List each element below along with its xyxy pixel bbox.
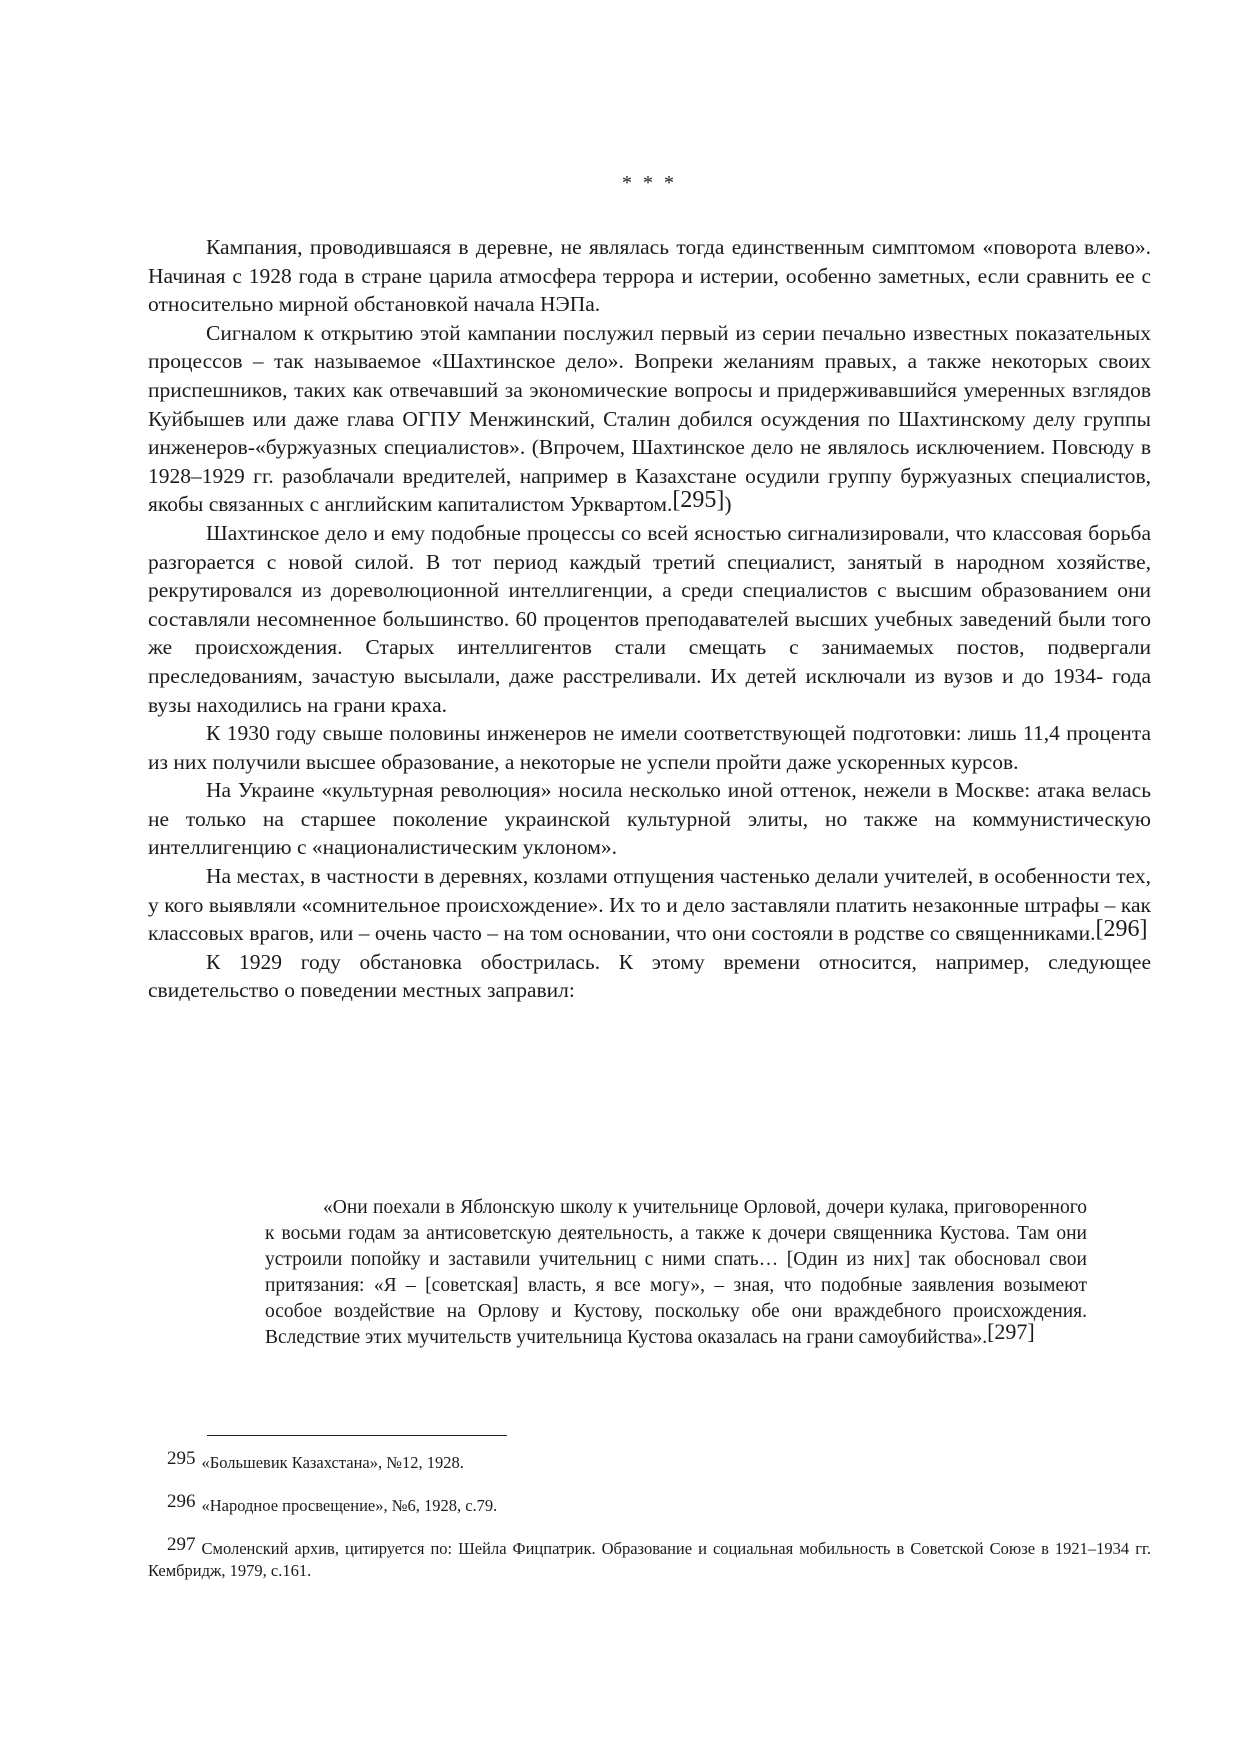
footnote-ref-296[interactable]: [296] [1095,916,1148,943]
paragraph-text-tail: ) [724,492,732,517]
footnote-divider [207,1435,507,1436]
footnote-number: 296 [167,1491,196,1512]
footnote-296 [148,1491,1151,1517]
footnote-ref-297[interactable]: [297] [987,1319,1035,1344]
quote-text: «Они поехали в Яблонскую школу к учительнице Орловой, дочери кулака, приговоренного к восьми годам за антисоветскую деятельность, а также к дочери священника Кустова. Там они устроили попойку и заставили учительниц с ними спать… [Один из них] так обосновал свои притязания: «Я – [советская] власть, я все могу», – зная, что подобные заявления возымеют особое воздействие на Орлову и Кустову, поскольку обе они враждебного происхождения. Вследствие этих мучительств учительница Кустова оказалась на грани самоубийства». [265,1197,1087,1348]
footnote-text: «Народное просвещение», №6, 1928, с.79. [201,1496,498,1515]
paragraph-text: Кампания, проводившаяся в деревне, не являлась тогда единственным симптомом «поворота влево». Начиная с 1928 года в стране царила атмосфера террора и истерии, особенно заметных, если сравнить ее с относительно мирной обстановкой начала НЭПа. [148,235,1151,317]
footnote-ref-295[interactable]: [295] [672,487,725,514]
paragraph [148,948,1151,1005]
footnote-297 [148,1534,1151,1582]
footnote-number: 295 [167,1448,196,1469]
footnote-text: Смоленский архив, цитируется по: Шейла Фицпатрик. Образование и социальная мобильность в Советской Союзе в 1921–1934 гг. Кембридж, 1979, с.161. [148,1539,1151,1580]
section-separator: * * * [622,172,677,194]
footnote-text: «Большевик Казахстана», №12, 1928. [201,1453,464,1472]
paragraph [148,719,1151,776]
paragraph-text: К 1929 году обстановка обострилась. К этому времени относится, например, следующее свидетельство о поведении местных заправил: [148,949,1151,1003]
footnote-295 [148,1448,1151,1474]
paragraph [148,519,1151,719]
quote-paragraph [265,1195,1087,1351]
footnote-number: 297 [167,1534,196,1555]
paragraph [148,233,1151,319]
footnotes [148,1448,1151,1603]
paragraph-text: На местах, в частности в деревнях, козлами отпущения частенько делали учителей, в особенности тех, у кого выявляли «сомнительное происхождение». Их то и дело заставляли платить незаконные штрафы – как классовых врагов, или – очень часто – на том основании, что они состояли в родстве со священниками. [148,864,1151,946]
body-text [148,233,1151,1005]
paragraph [148,319,1151,519]
block-quote [265,1195,1087,1351]
paragraph-text: На Украине «культурная революция» носила несколько иной оттенок, нежели в Москве: атака велась не только на старшее поколение украинской культурной элиты, но также на коммунистическую интеллигенцию с «националистическим уклоном». [148,778,1151,860]
paragraph-text: Шахтинское дело и ему подобные процессы со всей ясностью сигнализировали, что классовая борьба разгорается с новой силой. В тот период каждый третий специалист, занятый в народном хозяйстве, рекрутировался из дореволюционной интеллигенции, а среди специалистов с высшим образованием они составляли несомненное большинство. 60 процентов преподавателей высших учебных заведений были того же происхождения. Старых интеллигентов стали смещать с занимаемых постов, подвергали преследованиям, зачастую высылали, даже расстреливали. Их детей исключали из вузов и до 1934- года вузы находились на грани краха. [148,520,1151,717]
paragraph [148,776,1151,862]
paragraph-text: Сигналом к открытию этой кампании послужил первый из серии печально известных показательных процессов – так называемое «Шахтинское дело». Вопреки желаниям правых, а также некоторых своих приспешников, таких как отвечавший за экономические вопросы и придерживавшийся умеренных взглядов Куйбышев или даже глава ОГПУ Менжинский, Сталин добился осуждения по Шахтинскому делу группы инженеров-«буржуазных специалистов». (Впрочем, Шахтинское дело не являлось исключением. Повсюду в 1928–1929 гг. разоблачали вредителей, например в Казахстане осудили группу буржуазных специалистов, якобы связанных с английским капиталистом Урквартом. [148,320,1151,517]
paragraph-text: К 1930 году свыше половины инженеров не имели соответствующей подготовки: лишь 11,4 процента из них получили высшее образование, а некоторые не успели пройти даже ускоренных курсов. [148,721,1151,774]
paragraph [148,862,1151,948]
